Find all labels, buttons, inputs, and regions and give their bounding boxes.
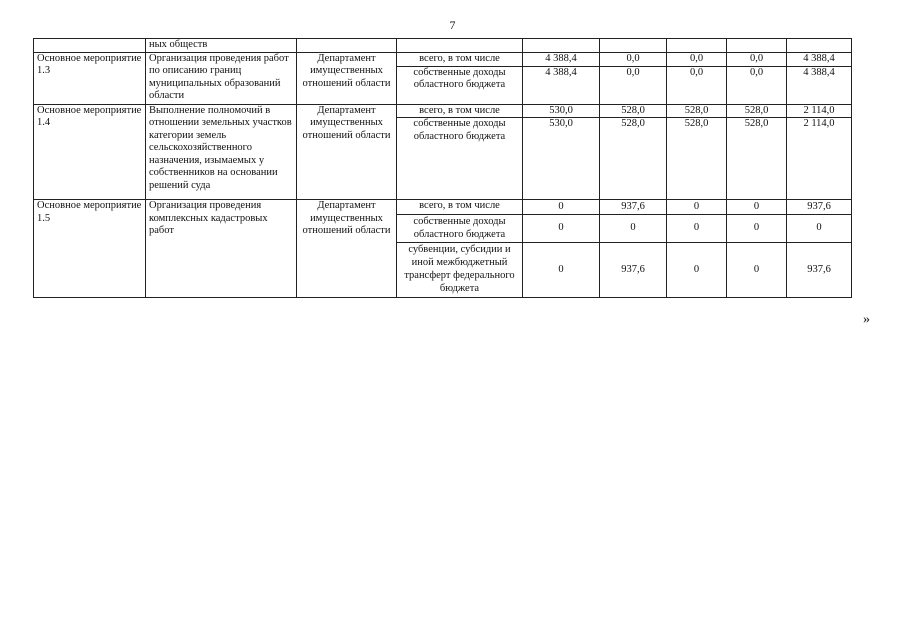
table-row (34, 39, 852, 53)
value-cell: 937,6 (787, 200, 852, 215)
table-row (34, 200, 852, 215)
value-cell: 937,6 (600, 243, 667, 298)
measure-description-cell: Выполнение полномочий в отношении земельных участков категории земель сельскохозяйственного назначения, изымаемых у собственников на основании решений суда (146, 104, 297, 200)
value-cell: 0 (667, 243, 727, 298)
measure-name-cell: Основное мероприятие 1.4 (34, 104, 146, 200)
source-cell: собственные доходы областного бюджета (397, 66, 523, 104)
value-cell: 528,0 (667, 118, 727, 200)
department-cell (297, 39, 397, 53)
value-cell: 0 (727, 215, 787, 243)
value-cell (787, 39, 852, 53)
value-cell (667, 39, 727, 53)
value-cell: 0 (600, 215, 667, 243)
budget-table (33, 38, 852, 298)
measure-name-cell: Основное мероприятие 1.5 (34, 200, 146, 298)
value-cell: 4 388,4 (523, 52, 600, 66)
source-cell: субвенции, субсидии и иной межбюджетный трансферт федерального бюджета (397, 243, 523, 298)
value-cell: 0 (523, 215, 600, 243)
table-row (34, 104, 852, 118)
department-cell: Департамент имущественных отношений области (297, 200, 397, 298)
value-cell: 0 (727, 243, 787, 298)
value-cell: 0,0 (600, 52, 667, 66)
value-cell: 530,0 (523, 118, 600, 200)
value-cell: 530,0 (523, 104, 600, 118)
value-cell: 528,0 (727, 118, 787, 200)
value-cell: 0 (523, 243, 600, 298)
value-cell: 0 (667, 215, 727, 243)
value-cell: 937,6 (787, 243, 852, 298)
source-cell: всего, в том числе (397, 200, 523, 215)
page-number: 7 (449, 18, 456, 32)
measure-name-cell: Основное мероприятие 1.3 (34, 52, 146, 104)
value-cell: 0 (523, 200, 600, 215)
value-cell: 528,0 (727, 104, 787, 118)
measure-description-cell: Организация проведения работ по описанию границ муниципальных образований области (146, 52, 297, 104)
source-cell (397, 39, 523, 53)
value-cell: 0 (727, 200, 787, 215)
value-cell: 528,0 (600, 104, 667, 118)
value-cell (523, 39, 600, 53)
value-cell (727, 39, 787, 53)
measure-name-cell (34, 39, 146, 53)
value-cell: 0 (787, 215, 852, 243)
measure-description-cell: Организация проведения комплексных кадастровых работ (146, 200, 297, 298)
value-cell: 4 388,4 (787, 52, 852, 66)
value-cell: 0,0 (727, 66, 787, 104)
closing-quote-mark: » (863, 312, 870, 327)
value-cell: 0,0 (667, 52, 727, 66)
value-cell: 0,0 (600, 66, 667, 104)
department-cell: Департамент имущественных отношений области (297, 52, 397, 104)
value-cell: 528,0 (600, 118, 667, 200)
value-cell: 2 114,0 (787, 104, 852, 118)
value-cell (600, 39, 667, 53)
source-cell: всего, в том числе (397, 52, 523, 66)
value-cell: 0 (667, 200, 727, 215)
value-cell: 2 114,0 (787, 118, 852, 200)
value-cell: 0,0 (727, 52, 787, 66)
source-cell: всего, в том числе (397, 104, 523, 118)
value-cell: 4 388,4 (787, 66, 852, 104)
source-cell: собственные доходы областного бюджета (397, 215, 523, 243)
value-cell: 0,0 (667, 66, 727, 104)
value-cell: 937,6 (600, 200, 667, 215)
measure-description-cell: ных обществ (146, 39, 297, 53)
source-cell: собственные доходы областного бюджета (397, 118, 523, 200)
department-cell: Департамент имущественных отношений области (297, 104, 397, 200)
value-cell: 528,0 (667, 104, 727, 118)
table-row (34, 52, 852, 66)
value-cell: 4 388,4 (523, 66, 600, 104)
